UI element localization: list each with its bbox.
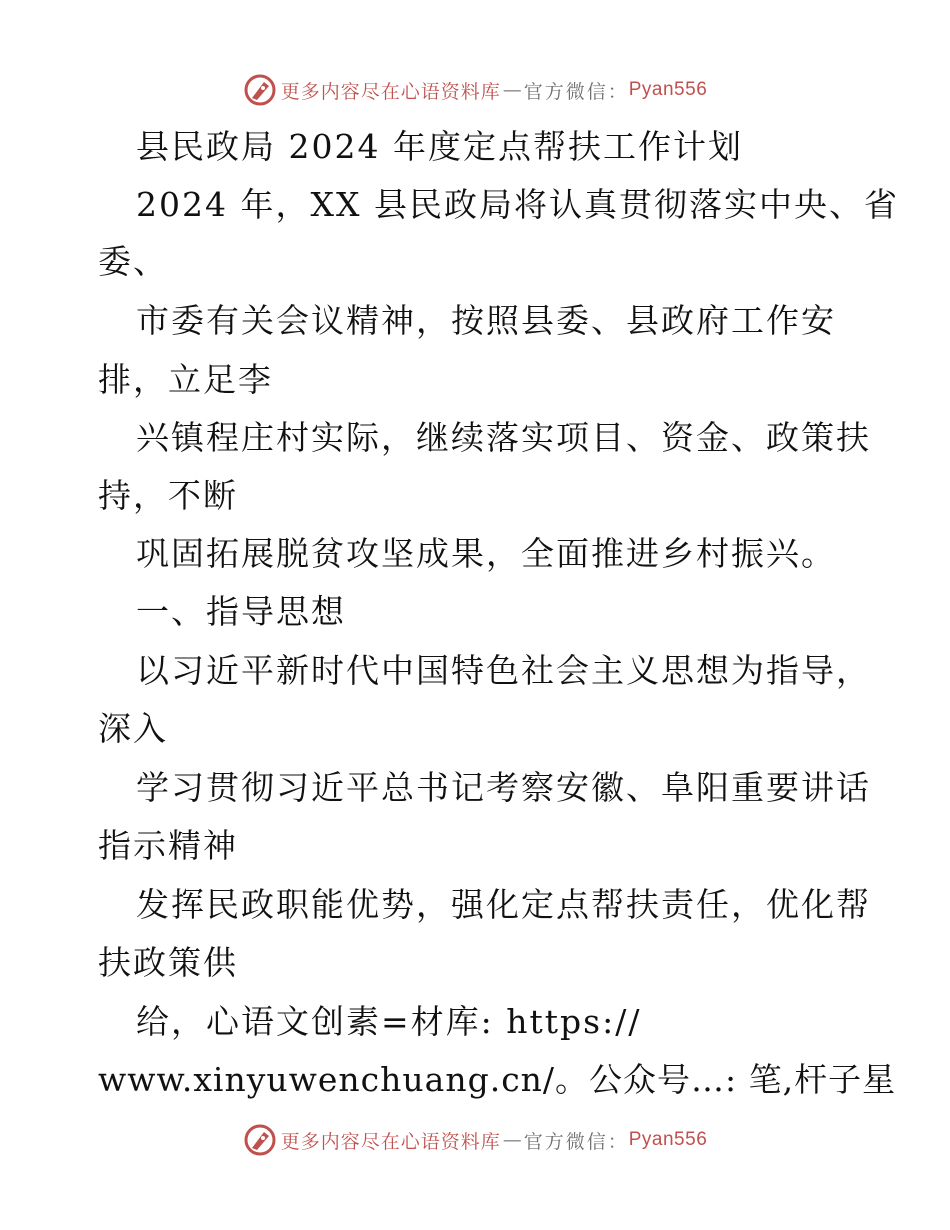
paragraph-line: 以习近平新时代中国特色社会主义思想为指导， bbox=[136, 651, 871, 690]
paragraph-line: www.xinyuwenchuang.cn/。公众号…: 笔,杆子星 bbox=[98, 1060, 897, 1099]
paragraph-line: 扶政策供 bbox=[98, 943, 238, 982]
watermark-site-text: 更多内容尽在心语资料库 bbox=[280, 1130, 501, 1153]
paragraph-line: 市委有关会议精神，按照县委、县政府工作安 bbox=[136, 301, 836, 340]
paragraph-line: 深入 bbox=[98, 709, 168, 748]
paragraph-line: 发挥民政职能优势，强化定点帮扶责任，优化帮 bbox=[136, 885, 871, 924]
watermark-wechat-id: Pyan556 bbox=[628, 1129, 708, 1150]
document-title: 县民政局 2024 年度定点帮扶工作计划 bbox=[136, 127, 743, 166]
watermark-separator: — bbox=[502, 79, 522, 101]
paragraph-line: 排，立足李 bbox=[98, 360, 273, 399]
pen-nib-logo-icon bbox=[243, 1123, 277, 1157]
paragraph-line: 巩固拓展脱贫攻坚成果，全面推进乡村振兴。 bbox=[136, 534, 836, 573]
watermark-wechat-id: Pyan556 bbox=[628, 79, 708, 100]
paragraph-line: 学习贯彻习近平总书记考察安徽、阜阳重要讲话 bbox=[136, 768, 871, 807]
watermark-wechat-label: 官方微信： bbox=[523, 1130, 629, 1153]
section-heading: 一、指导思想 bbox=[136, 592, 346, 631]
paragraph-line: 持，不断 bbox=[98, 476, 238, 515]
paragraph-line: 兴镇程庄村实际，继续落实项目、资金、政策扶 bbox=[136, 418, 871, 457]
watermark-wechat-label: 官方微信： bbox=[523, 80, 629, 103]
watermark-footer bbox=[0, 1120, 950, 1160]
watermark-site-text: 更多内容尽在心语资料库 bbox=[280, 80, 501, 103]
paragraph-line: 给，心语文创素=材库: https:// bbox=[136, 1002, 642, 1041]
paragraph-line: 指示精神 bbox=[98, 826, 238, 865]
paragraph-line: 2024 年，XX 县民政局将认真贯彻落实中央、省 bbox=[136, 185, 899, 224]
watermark-separator: — bbox=[502, 1129, 522, 1151]
paragraph-line: 委、 bbox=[98, 242, 168, 281]
